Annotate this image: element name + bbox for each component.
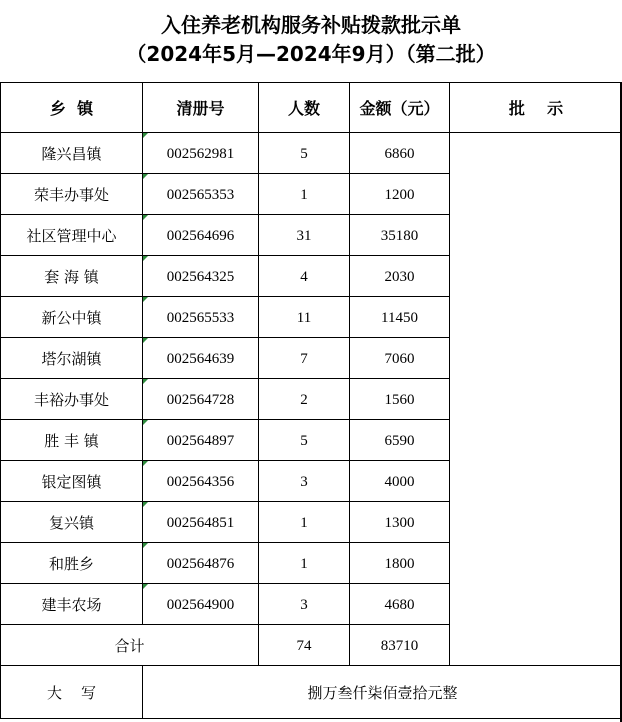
amount-cell-text: 11450 bbox=[381, 309, 418, 326]
amount-cell bbox=[350, 461, 450, 502]
register-no-cell bbox=[143, 215, 259, 256]
cell-marker-icon bbox=[143, 502, 148, 507]
township-cell bbox=[1, 379, 143, 420]
register-no-cell bbox=[143, 543, 259, 584]
header-township: 乡 镇 bbox=[1, 83, 143, 133]
header-approval: 批 示 bbox=[450, 83, 622, 133]
amount-cell-text: 4000 bbox=[384, 473, 415, 490]
total-count-text: 74 bbox=[296, 637, 312, 654]
register-no-cell-text: 002564897 bbox=[166, 432, 235, 449]
header-register-no: 清册号 bbox=[143, 83, 259, 133]
count-cell-text: 5 bbox=[300, 432, 308, 449]
count-cell-text: 5 bbox=[300, 145, 308, 162]
header-row bbox=[1, 83, 622, 133]
register-no-cell-text: 002565353 bbox=[166, 186, 235, 203]
register-no-cell-text: 002564639 bbox=[166, 350, 235, 367]
amount-cell-text: 2030 bbox=[384, 268, 415, 285]
register-no-cell-text: 002564876 bbox=[166, 555, 235, 572]
township-cell bbox=[1, 297, 143, 338]
cell-marker-icon bbox=[143, 133, 148, 138]
total-label: 合计 bbox=[1, 625, 259, 666]
amount-cell bbox=[350, 215, 450, 256]
count-cell bbox=[259, 256, 350, 297]
township-cell bbox=[1, 133, 143, 174]
register-no-cell bbox=[143, 379, 259, 420]
amount-cell bbox=[350, 584, 450, 625]
capital-label: 大 写 bbox=[1, 666, 143, 719]
total-amount bbox=[350, 625, 450, 666]
amount-cell-text: 1200 bbox=[384, 186, 415, 203]
amount-cell bbox=[350, 297, 450, 338]
count-cell bbox=[259, 297, 350, 338]
register-no-cell-text: 002564696 bbox=[166, 227, 235, 244]
register-no-cell bbox=[143, 338, 259, 379]
amount-cell bbox=[350, 420, 450, 461]
register-no-cell bbox=[143, 256, 259, 297]
amount-cell bbox=[350, 338, 450, 379]
cell-marker-icon bbox=[143, 338, 148, 343]
register-no-cell bbox=[143, 174, 259, 215]
township-cell-text: 和胜乡 bbox=[48, 554, 94, 573]
count-cell bbox=[259, 338, 350, 379]
register-no-cell bbox=[143, 420, 259, 461]
count-cell bbox=[259, 133, 350, 174]
cell-marker-icon bbox=[143, 215, 148, 220]
count-cell bbox=[259, 174, 350, 215]
register-no-cell-text: 002565533 bbox=[166, 309, 235, 326]
count-cell-text: 3 bbox=[300, 473, 308, 490]
count-cell bbox=[259, 461, 350, 502]
amount-cell bbox=[350, 379, 450, 420]
cell-marker-icon bbox=[143, 543, 148, 548]
count-cell bbox=[259, 379, 350, 420]
register-no-cell-text: 002564728 bbox=[166, 391, 235, 408]
register-no-cell-text: 002564325 bbox=[166, 268, 235, 285]
cell-marker-icon bbox=[143, 420, 148, 425]
cell-marker-icon bbox=[143, 174, 148, 179]
township-cell bbox=[1, 543, 143, 584]
township-cell-text: 复兴镇 bbox=[48, 513, 94, 532]
township-cell-text: 荣丰办事处 bbox=[33, 185, 109, 204]
cell-marker-icon bbox=[143, 584, 148, 589]
township-cell bbox=[1, 215, 143, 256]
count-cell bbox=[259, 584, 350, 625]
register-no-cell bbox=[143, 133, 259, 174]
amount-cell bbox=[350, 502, 450, 543]
township-cell-text: 丰裕办事处 bbox=[33, 390, 109, 409]
township-cell-text: 胜 丰 镇 bbox=[44, 431, 99, 450]
count-cell-text: 1 bbox=[300, 186, 308, 203]
township-cell bbox=[1, 174, 143, 215]
township-cell-text: 新公中镇 bbox=[41, 308, 102, 327]
subsidy-table bbox=[0, 82, 622, 719]
total-amount-text: 83710 bbox=[380, 637, 419, 654]
count-cell bbox=[259, 420, 350, 461]
count-cell-text: 31 bbox=[296, 227, 312, 244]
register-no-cell-text: 002564851 bbox=[166, 514, 235, 531]
township-cell-text: 塔尔湖镇 bbox=[41, 349, 102, 368]
count-cell-text: 11 bbox=[296, 309, 312, 326]
count-cell-text: 3 bbox=[300, 596, 308, 613]
township-cell-text: 社区管理中心 bbox=[26, 226, 117, 245]
township-cell bbox=[1, 420, 143, 461]
approval-area bbox=[450, 133, 622, 666]
register-no-cell-text: 002562981 bbox=[166, 145, 235, 162]
township-cell bbox=[1, 584, 143, 625]
amount-cell bbox=[350, 256, 450, 297]
township-cell bbox=[1, 502, 143, 543]
count-cell-text: 4 bbox=[300, 268, 308, 285]
amount-cell-text: 1800 bbox=[384, 555, 415, 572]
register-no-cell-text: 002564356 bbox=[166, 473, 235, 490]
amount-cell-text: 6590 bbox=[384, 432, 415, 449]
township-cell bbox=[1, 461, 143, 502]
register-no-cell-text: 002564900 bbox=[166, 596, 235, 613]
header-count: 人数 bbox=[259, 83, 350, 133]
count-cell-text: 1 bbox=[300, 514, 308, 531]
register-no-cell bbox=[143, 461, 259, 502]
cell-marker-icon bbox=[143, 461, 148, 466]
amount-cell-text: 35180 bbox=[380, 227, 419, 244]
amount-cell-text: 1560 bbox=[384, 391, 415, 408]
township-cell-text: 建丰农场 bbox=[41, 595, 102, 614]
township-cell bbox=[1, 256, 143, 297]
amount-cell-text: 1300 bbox=[384, 514, 415, 531]
cell-marker-icon bbox=[143, 297, 148, 302]
township-cell-text: 银定图镇 bbox=[41, 472, 102, 491]
township-cell-text: 隆兴昌镇 bbox=[41, 144, 102, 163]
register-no-cell bbox=[143, 584, 259, 625]
count-cell bbox=[259, 215, 350, 256]
cell-marker-icon bbox=[143, 256, 148, 261]
capital-value: 捌万叁仟柒佰壹拾元整 bbox=[143, 666, 622, 719]
amount-cell-text: 4680 bbox=[384, 596, 415, 613]
count-cell-text: 1 bbox=[300, 555, 308, 572]
table-row bbox=[1, 133, 622, 174]
count-cell-text: 7 bbox=[300, 350, 308, 367]
register-no-cell bbox=[143, 297, 259, 338]
township-cell bbox=[1, 338, 143, 379]
register-no-cell bbox=[143, 502, 259, 543]
count-cell-text: 2 bbox=[300, 391, 308, 408]
township-cell-text: 套 海 镇 bbox=[44, 267, 99, 286]
count-cell bbox=[259, 502, 350, 543]
cell-marker-icon bbox=[143, 379, 148, 384]
amount-cell bbox=[350, 174, 450, 215]
total-count bbox=[259, 625, 350, 666]
amount-cell bbox=[350, 133, 450, 174]
document-subtitle: （2024年5月—2024年9月）（第二批） bbox=[126, 42, 496, 66]
document-title: 入住养老机构服务补贴拨款批示单 bbox=[161, 13, 461, 37]
amount-cell bbox=[350, 543, 450, 584]
count-cell bbox=[259, 543, 350, 584]
amount-cell-text: 7060 bbox=[384, 350, 415, 367]
header-amount: 金额（元） bbox=[350, 83, 450, 133]
capital-row bbox=[1, 666, 622, 719]
amount-cell-text: 6860 bbox=[384, 145, 415, 162]
